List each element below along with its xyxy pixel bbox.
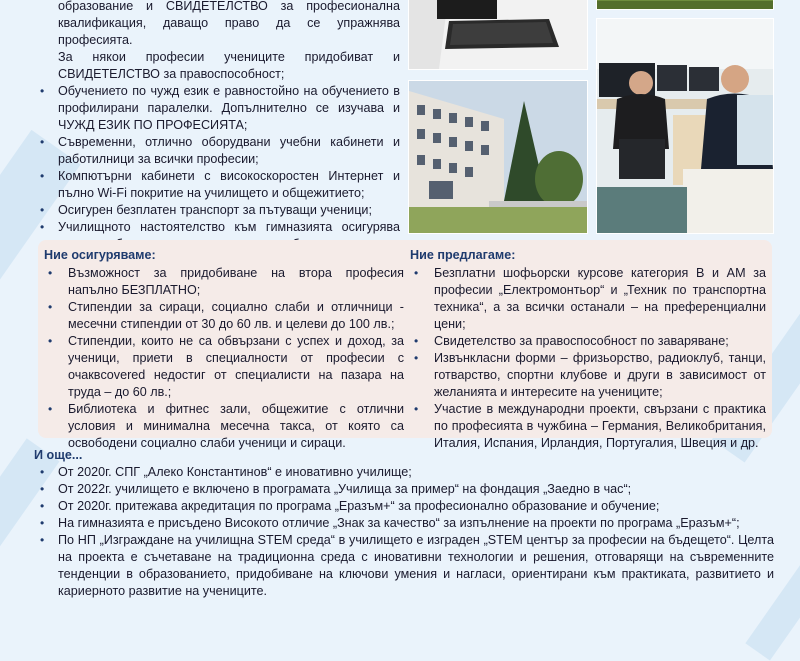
more-section <box>34 447 774 600</box>
list-item: • Стипендии, които не са обвързани с успех и доход, за ученици, приети в специалности от професии с очаквcovered недостиг от специалисти на пазара на труда – до 60 лв.; <box>44 333 404 401</box>
list-item: • От 2022г. училището е включено в програмата „Училища за пример“ на фондация „Заедно в час“; <box>34 481 774 498</box>
list-item: • На гимназията е присъдено Високото отличие „Знак за качество“ за изпълнение на проекти по програма „Еразъм+“; <box>34 515 774 532</box>
list-item: • Безплатни шофьорски курсове категория В и АМ за професии „Електромонтьор“ и „Техник по транспортна техника“, а за всички останали – на преференциални цени; <box>410 265 766 333</box>
section-title: Ние предлагаме: <box>410 248 516 262</box>
provide-section <box>44 247 404 452</box>
provide-list <box>44 265 404 452</box>
list-item: образование и СВИДЕТЕЛСТВО за професионална квалификация, даващо право да се упражнява професията. <box>58 0 400 47</box>
list-item: • Обучението по чужд език е равностойно на обучението в профилирани паралелки. Допълнително се изучава и ЧУЖД ЕЗИК ПО ПРОФЕСИЯТА; <box>34 83 400 134</box>
more-list <box>34 464 774 600</box>
list-item: • Съвременни, отлично оборудвани учебни кабинети и работилници за всички професии; <box>34 134 400 168</box>
offer-list <box>410 265 766 452</box>
section-title: Ние осигуряваме: <box>44 248 156 262</box>
list-item: • Извънкласни форми – фризьорство, радиоклуб, танци, готварство, спортни клубове и други в зависимост от желанията и интересите на учениците; <box>410 350 766 401</box>
features-list <box>34 0 400 253</box>
list-item: • По НП „Изграждане на училищна STEM среда“ в училището е изграден „STEM център за професии на бъдещето“. Целта на проекта е съчетаване на традиционна среда с иновативни технологии и решения, отговарящи на съвременните тенденции в образованието, придобиване на ключови умения и нагласи, ориентирани към практиката, развитието и кариерното развитие на учениците. <box>34 532 774 600</box>
list-item: • Възможност за придобиване на втора професия напълно БЕЗПЛАТНО; <box>44 265 404 299</box>
list-item: • От 2020г. СПГ „Алеко Константинов“ е иновативно училище; <box>34 464 774 481</box>
list-item: • Участие в международни проекти, свързани с практика по професията в чужбина – Германия, Великобритания, Италия, Испания, Ирландия, Португалия, Швеция и др. <box>410 401 766 452</box>
photo-outdoor <box>596 0 774 10</box>
list-item: • Компютърни кабинети с високоскоростен Интернет и пълно Wi-Fi покритие на училището и общежитието; <box>34 168 400 202</box>
list-item: • От 2020г. притежава акредитация по програма „Еразъм+“ за професионално образование и обучение; <box>34 498 774 515</box>
list-item: • Осигурен безплатен транспорт за пътуващи ученици; <box>34 202 400 219</box>
offer-section <box>410 247 766 452</box>
list-item: За някои професии учениците придобиват и СВИДЕТЕЛСТВО за правоспособност; <box>58 50 400 81</box>
list-item: • Стипендии за сираци, социално слаби и отличници - месечни стипендии от 30 до 60 лв. и целеви до 100 лв.; <box>44 299 404 333</box>
list-item: • Свидетелство за правоспособност по заваряване; <box>410 333 766 350</box>
list-item: • Библиотека и фитнес зали, общежитие с отлични условия и минимална месечна такса, от която са освободени социално слаби ученици и сираци. <box>44 401 404 452</box>
list-item: • Училищното настоятелство към гимназията осигурява <box>34 219 400 253</box>
photo-computer-lab <box>596 18 774 234</box>
section-title: И още... <box>34 448 83 462</box>
photo-laptop <box>408 0 588 70</box>
photo-school-building <box>408 80 588 234</box>
